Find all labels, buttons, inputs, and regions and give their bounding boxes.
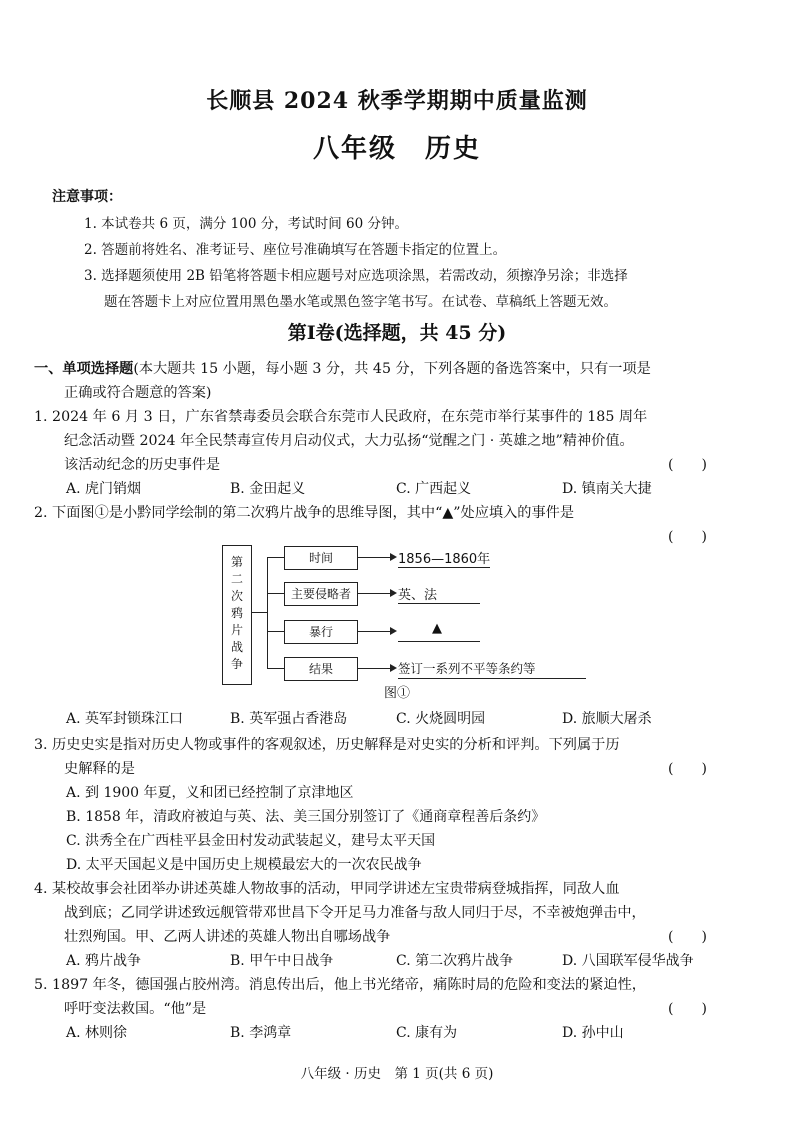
question-5-option-b[interactable]: B. 李鸿章 [230, 1025, 292, 1041]
question-3-line: 3. 历史史实是指对历史人物或事件的客观叙述，历史解释是对史实的分析和评判。下列属于历 [34, 737, 620, 753]
diagram-caption: 图① [384, 686, 411, 701]
box-time: 时间 [284, 546, 358, 570]
question-4-option-a[interactable]: A. 鸦片战争 [66, 953, 142, 969]
value-result: 签订一系列不平等条约等 [398, 661, 536, 676]
arrow-line [358, 557, 391, 558]
mind-map-diagram [222, 545, 602, 690]
arrow-head-icon [390, 553, 397, 561]
section-instruction [34, 358, 651, 378]
arrow-line [358, 668, 391, 669]
question-1-line: 1. 2024 年 6 月 3 日，广东省禁毒委员会联合东莞市人民政府，在东莞市举行某事件的 185 周年 [34, 409, 648, 425]
notice-item: 3. 选择题须使用 2B 铅笔将答题卡相应题号对应选项涂黑，若需改动，须擦净另涂；非选择 [84, 268, 628, 284]
question-4-line: 壮烈殉国。甲、乙两人讲述的英雄人物出自哪场战争 [64, 929, 391, 945]
connector [267, 668, 284, 669]
underline [398, 567, 490, 568]
box-atrocities: 暴行 [284, 620, 358, 644]
arrow-line [358, 631, 391, 632]
connector [267, 593, 284, 594]
question-3-line: 史解释的是 [64, 761, 135, 777]
question-5-line: 呼吁变法救国。“他”是 [64, 1001, 207, 1017]
question-1-option-d[interactable]: D. 镇南关大捷 [562, 481, 652, 497]
notice-heading: 注意事项： [52, 189, 122, 205]
question-4-line: 4. 某校故事会社团举办讲述英雄人物故事的活动，甲同学讲述左宝贵带病登城指挥，同敌人血 [34, 881, 620, 897]
notice-item: 2. 答题前将姓名、准考证号、座位号准确填写在答题卡指定的位置上。 [84, 242, 507, 258]
box-invaders: 主要侵略者 [284, 582, 358, 606]
connector-trunk [267, 557, 268, 668]
answer-paren[interactable]: ( ) [668, 761, 707, 777]
question-4-option-c[interactable]: C. 第二次鸦片战争 [396, 953, 514, 969]
vertical-label: 第 二 次 鸦 片 战 争 [230, 555, 243, 671]
question-5-option-c[interactable]: C. 康有为 [396, 1025, 458, 1041]
value-time: 1856—1860年 [398, 552, 491, 567]
answer-paren[interactable]: ( ) [668, 1001, 707, 1017]
question-1-option-a[interactable]: A. 虎门销烟 [66, 481, 142, 497]
instruction-text-cont: 正确或符合题意的答案) [64, 385, 212, 401]
arrow-head-icon [390, 627, 397, 635]
question-2-option-b[interactable]: B. 英军强占香港岛 [230, 711, 348, 727]
question-2-line: 2. 下面图①是小黔同学绘制的第二次鸦片战争的思维导图，其中“▲”处应填入的事件是 [34, 505, 575, 521]
answer-paren[interactable]: ( ) [668, 457, 707, 473]
question-5-line: 5. 1897 年冬，德国强占胶州湾。消息传出后，他上书光绪帝，痛陈时局的危险和变法的紧迫性， [34, 977, 646, 993]
question-3-option-d[interactable]: D. 太平天国起义是中国历史上规模最宏大的一次农民战争 [66, 857, 422, 873]
arrow-head-icon [390, 664, 397, 672]
vertical-label-box [222, 545, 252, 685]
arrow-line [358, 593, 391, 594]
value-atrocities-blank: ▲ [432, 621, 442, 636]
value-invaders: 英、法 [398, 588, 438, 603]
question-4-option-b[interactable]: B. 甲午中日战争 [230, 953, 334, 969]
question-4-option-d[interactable]: D. 八国联军侵华战争 [562, 953, 694, 969]
instruction-text: (本大题共 15 小题，每小题 3 分，共 45 分，下列各题的备选答案中，只有一项是 [133, 361, 651, 377]
page-footer: 八年级 · 历史 第 1 页(共 6 页) [300, 1066, 494, 1082]
answer-paren[interactable]: ( ) [668, 929, 707, 945]
notice-item: 题在答题卡上对应位置用黑色墨水笔或黑色签字笔书写。在试卷、草稿纸上答题无效。 [104, 294, 617, 310]
question-2-option-c[interactable]: C. 火烧圆明园 [396, 711, 486, 727]
underline [398, 678, 586, 679]
connector [267, 557, 284, 558]
question-3-option-a[interactable]: A. 到 1900 年夏，义和团已经控制了京津地区 [66, 785, 354, 801]
question-1-option-b[interactable]: B. 金田起义 [230, 481, 306, 497]
underline [398, 641, 480, 642]
connector-stem [252, 612, 267, 613]
question-1-option-c[interactable]: C. 广西起义 [396, 481, 472, 497]
connector [267, 631, 284, 632]
exam-title: 长顺县 2024 秋季学期期中质量监测 [206, 88, 588, 114]
question-5-option-d[interactable]: D. 孙中山 [562, 1025, 624, 1041]
notice-item: 1. 本试卷共 6 页，满分 100 分，考试时间 60 分钟。 [84, 216, 408, 232]
question-4-line: 战到底；乙同学讲述致远舰管带邓世昌下令开足马力准备与敌人同归于尽，不幸被炮弹击中， [64, 905, 646, 921]
instruction-heading: 一、单项选择题 [34, 361, 134, 377]
exam-subtitle: 八年级 历史 [312, 134, 481, 164]
section-title: 第Ⅰ卷(选择题，共 45 分) [287, 322, 507, 344]
question-5-option-a[interactable]: A. 林则徐 [66, 1025, 128, 1041]
answer-paren[interactable]: ( ) [668, 529, 707, 545]
underline [398, 603, 480, 604]
question-2-option-d[interactable]: D. 旅顺大屠杀 [562, 711, 652, 727]
question-3-option-c[interactable]: C. 洪秀全在广西桂平县金田村发动武装起义，建号太平天国 [66, 833, 436, 849]
box-result: 结果 [284, 657, 358, 681]
arrow-head-icon [390, 589, 397, 597]
question-1-line: 该活动纪念的历史事件是 [64, 457, 221, 473]
question-3-option-b[interactable]: B. 1858 年，清政府被迫与英、法、美三国分别签订了《通商章程善后条约》 [66, 809, 546, 825]
question-1-line: 纪念活动暨 2024 年全民禁毒宣传月启动仪式，大力弘扬“觉醒之门 · 英雄之地”精神价值。 [64, 433, 634, 449]
question-2-option-a[interactable]: A. 英军封锁珠江口 [66, 711, 184, 727]
